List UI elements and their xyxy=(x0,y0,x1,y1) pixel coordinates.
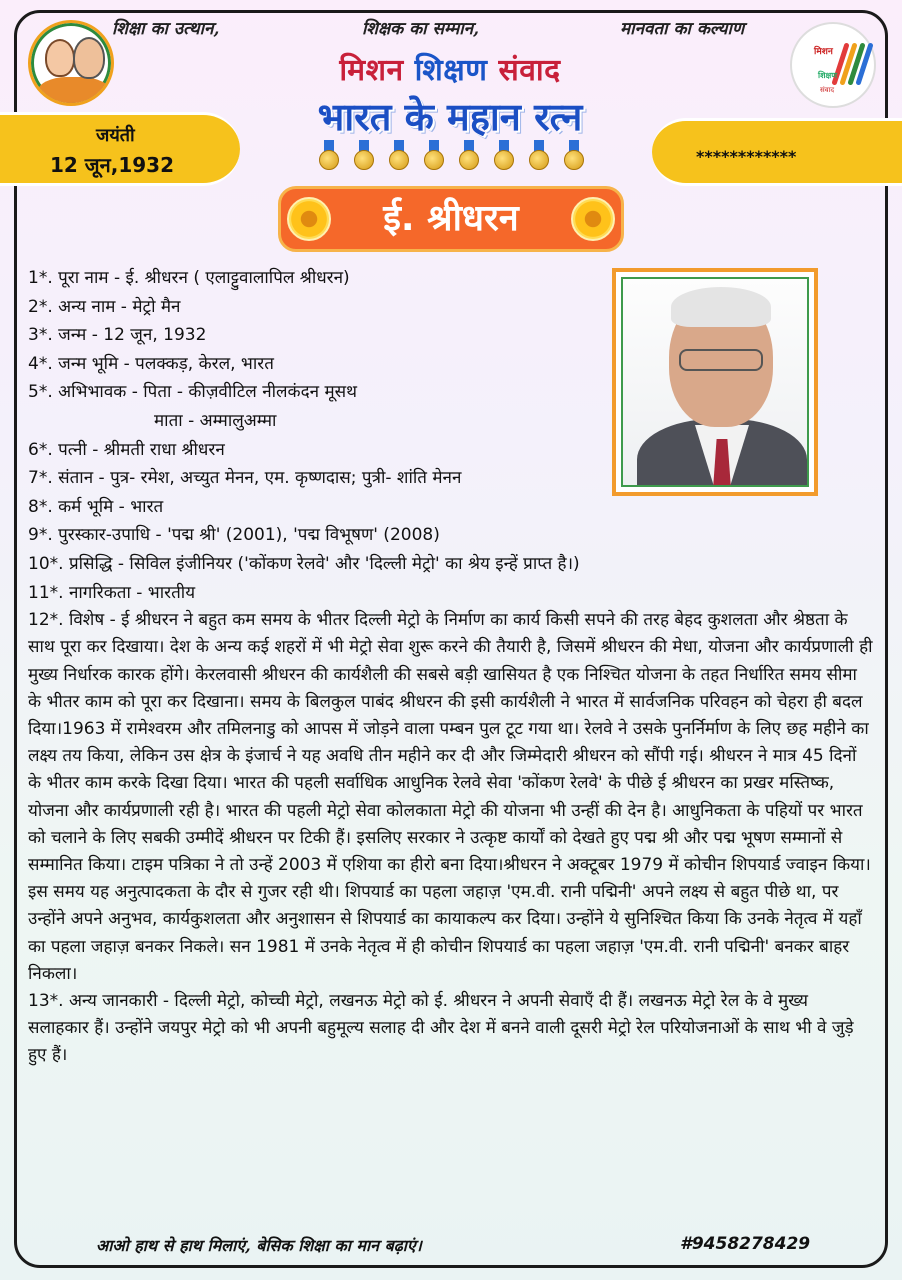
other-info-paragraph: 13*. अन्य जानकारी - दिल्ली मेट्रो, कोच्ची मेट्रो, लखनऊ मेट्रो को ई. श्रीधरन ने अपनी सेवाएँ दी हैं। लखनऊ मेट्रो रेल के वे मुख्य सलाहकार हैं। उन्होंने जयपुर मेट्रो को भी अपनी बहुमूल्य सलाह दी और देश में बनने वाली दूसरी मेट्रो रेल परियोजनाओं के साथ भी वे जुड़े हुए हैं। xyxy=(28,990,854,1066)
medal-disc xyxy=(389,150,409,170)
flower-icon-right xyxy=(571,197,615,241)
medal-icon xyxy=(353,140,375,172)
bio-line: 9*. पुरस्कार-उपाधि - 'पद्म श्री' (2001), 'पद्म विभूषण' (2008) xyxy=(28,525,440,546)
org-title-part2: शिक्षण xyxy=(414,53,488,88)
logo-text-mid: शिक्षण xyxy=(818,71,838,80)
medal-icon xyxy=(563,140,585,172)
jayanti-date: 12 जून,1932 xyxy=(50,153,174,177)
special-paragraph: 12*. विशेष - ई श्रीधरन ने बहुत कम समय के भीतर दिल्ली मेट्रो के निर्माण का कार्य किसी सपने की तरह बेहद कुशलता और श्रेष्ठता के साथ पूरा कर दिखाया। देश के अन्य कई शहरों में भी मेट्रो सेवा शुरू करने की तैयारी है, जिसमें श्रीधरन की मेधा, योजना और कार्यप्रणाली ही मुख्य निर्धारक कारक होंगे। केरलवासी श्रीधरन की कार्यशैली की सबसे बड़ी खासियत है एक निश्चित योजना के तहत निर्धारित समय सीमा के भीतर काम को पूरा कर दिखाना। समय के बिलकुल पाबंद श्रीधरन की इसी कार्यशैली ने भारत में सार्वजनिक परिवहन को चेहरा ही बदल दिया।1963 में रामेश्वरम और तमिलनाडु को आपस में जोड़ने वाला पम्बन पुल टूट गया था। रेलवे ने उसके पुनर्निर्माण के लिए छह महीने का लक्ष्य तय किया, लेकिन उस क्षेत्र के इंजार्च ने यह अवधि तीन महीने कर दी और जिम्मेदारी श्रीधरन को सौंपी गई। श्रीधरन ने मात्र 45 दिनों के भीतर काम करके दिखा दिया। भारत की पहली सर्वाधिक आधुनिक रेलवे सेवा 'कोंकण रेलवे' के पीछे ई श्रीधरन का प्रखर मस्तिष्क, योजना और कार्यप्रणाली रही है। भारत की पहली मेट्रो सेवा कोलकाता मेट्रो की योजना भी उन्हीं की देन है। आधुनिकता के पहियों पर भारत को चलाने के लिए सबकी उम्मीदें श्रीधरन पर टिकी हैं। इसलिए सरकार ने उत्कृष्ट कार्यों को देखते हुए पद्म श्री और पद्म भूषण सम्मानों से सम्मानित किया। टाइम पत्रिका ने तो उन्हें 2003 में एशिया का हीरो बना दिया।श्रीधरन ने अक्टूबर 1979 में कोचीन शिपयार्ड ज्वाइन किया। इस समय यह अनुत्पादकता के दौर से गुजर रही थी। शिपयार्ड का पहला जहाज़ 'एम.वी. रानी पद्मिनी' अपने लक्ष्य से बहुत पीछे था, पर उन्होंने अपने अनुभव, कार्यकुशलता और अनुशासन से शिपयार्ड का कायाकल्प कर दिया। उन्होंने ये सुनिश्चित किया कि उनके नेतृत्व में यहाँ का पहला जहाज़ बनकर निकले। सन 1981 में उनके नेतृत्व में ही कोचीन शिपयार्ड का पहला जहाज़ 'एम.वी. रानी पद्मिनी' बनकर बाहर निकला। xyxy=(28,610,873,984)
slogan-center: शिक्षक का सम्मान, xyxy=(362,19,480,39)
medal-disc xyxy=(354,150,374,170)
series-title: भारत के महान रत्न xyxy=(317,95,583,139)
bio-mother-line: माता - अम्मालुअम्मा xyxy=(154,410,277,431)
biography xyxy=(28,264,874,1070)
portrait-face-right xyxy=(73,37,105,79)
medal-icon xyxy=(493,140,515,172)
logo-text-top: मिशन xyxy=(814,47,833,57)
right-band-placeholder: ************ xyxy=(696,147,797,166)
bio-line: 3*. जन्म - 12 जून, 1932 xyxy=(28,325,207,346)
bio-line: 7*. संतान - पुत्र- रमेश, अच्युत मेनन, एम. कृष्णदास; पुत्री- शांति मेनन xyxy=(28,468,462,489)
bio-line: 8*. कर्म भूमि - भारत xyxy=(28,496,164,517)
mission-shikshan-samvad-logo xyxy=(790,22,876,108)
flower-icon-left xyxy=(287,197,331,241)
medal-icon xyxy=(423,140,445,172)
logo-text-bottom: संवाद xyxy=(820,86,835,94)
right-band xyxy=(652,118,902,186)
medal-row xyxy=(318,140,588,174)
bio-line: 4*. जन्म भूमि - पलक्कड़, केरल, भारत xyxy=(28,353,274,374)
bio-line: 5*. अभिभावक - पिता - कीज़वीटिल नीलकंदन मूसथ xyxy=(28,382,357,403)
person-name: ई. श्रीधरन xyxy=(383,198,519,239)
medal-icon xyxy=(528,140,550,172)
bio-line: 11*. नागरिकता - भारतीय xyxy=(28,582,196,603)
medal-disc xyxy=(424,150,444,170)
medal-disc xyxy=(564,150,584,170)
org-title xyxy=(260,48,640,89)
founders-portrait-logo xyxy=(28,20,114,106)
bio-line: 10*. प्रसिद्धि - सिविल इंजीनियर ('कोंकण रेलवे' और 'दिल्ली मेट्रो' का श्रेय इन्हें प्राप्त है।) xyxy=(28,553,580,574)
bio-line: 6*. पत्नी - श्रीमती राधा श्रीधरन xyxy=(28,439,225,460)
medal-disc xyxy=(494,150,514,170)
robe-shape xyxy=(37,77,111,106)
slogan-right: मानवता का कल्याण xyxy=(620,19,745,39)
medal-disc xyxy=(319,150,339,170)
medal-disc xyxy=(459,150,479,170)
org-title-part3: संवाद xyxy=(498,53,561,88)
org-title-part1: मिशन xyxy=(339,53,404,88)
bio-line: 1*. पूरा नाम - ई. श्रीधरन ( एलाट्टुवालापिल श्रीधरन) xyxy=(28,268,350,288)
portrait-face-left xyxy=(45,39,75,77)
jayanti-band xyxy=(0,112,240,186)
jayanti-label: जयंती xyxy=(96,125,135,146)
person-name-banner xyxy=(278,186,624,252)
medal-disc xyxy=(529,150,549,170)
footer-contact: #9458278429 xyxy=(680,1234,811,1254)
medal-icon xyxy=(388,140,410,172)
medal-icon xyxy=(318,140,340,172)
bio-line: 2*. अन्य नाम - मेट्रो मैन xyxy=(28,296,181,317)
slogan-left: शिक्षा का उत्थान, xyxy=(112,19,220,39)
medal-icon xyxy=(458,140,480,172)
footer-slogan: आओ हाथ से हाथ मिलाएं, बेसिक शिक्षा का मान बढ़ाएं। xyxy=(96,1236,422,1255)
